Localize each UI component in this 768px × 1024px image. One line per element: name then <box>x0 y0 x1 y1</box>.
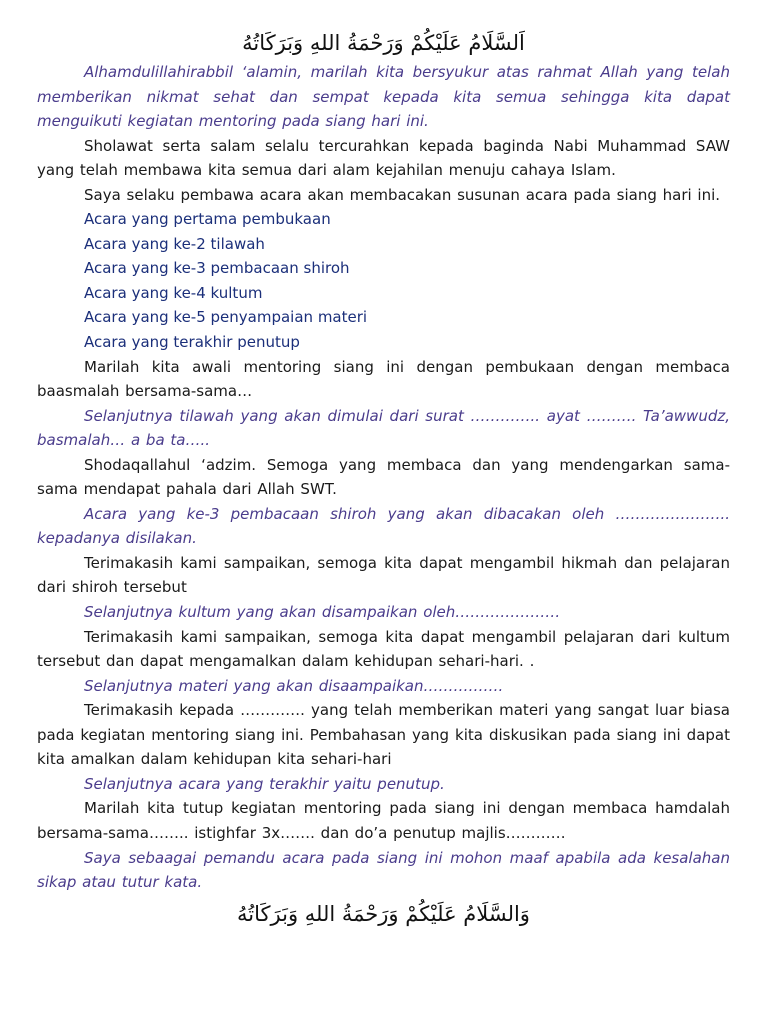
agenda-item: Acara yang ke-2 tilawah <box>84 234 265 253</box>
salam-opening: اَلسَّلَامُ عَلَيْكُمْ وَرَحْمَةُ اللهِ وَبَرَكَاتُهُ <box>242 31 525 55</box>
paragraph-terimakasih-shiroh: Terimakasih kami sampaikan, semoga kita dapat mengambil hikmah dan pelajaran dari shiroh tersebut <box>37 553 730 597</box>
agenda-list <box>37 207 730 354</box>
paragraph-pembukaan: Marilah kita awali mentoring siang ini dengan pembukaan dengan membaca baasmalah bersama-sama… <box>37 357 730 401</box>
agenda-item: Acara yang ke-4 kultum <box>84 283 263 302</box>
agenda-item: Acara yang pertama pembukaan <box>84 210 331 229</box>
paragraph-hamdalah: Alhamdulillahirabbil ‘alamin, marilah kita bersyukur atas rahmat Allah yang telah memberikan nikmat sehat dan sempat kepada kita semua sehingga kita dapat menguikuti kegiatan mentoring pada siang hari ini. <box>37 63 730 131</box>
paragraph-shodaqallah: Shodaqallahul ‘adzim. Semoga yang membaca dan yang mendengarkan sama-sama mendapat pahala dari Allah SWT. <box>37 455 730 499</box>
paragraph-shiroh: Acara yang ke-3 pembacaan shiroh yang akan dibacakan oleh ………………….. kepadanya disilakan. <box>37 504 730 548</box>
paragraph-agenda-intro: Saya selaku pembawa acara akan membacakan susunan acara pada siang hari ini. <box>84 185 721 204</box>
salam-closing: وَالسَّلَامُ عَلَيْكُمْ وَرَحْمَةُ اللهِ وَبَرَكَاتُهُ <box>237 901 530 926</box>
paragraph-penutup: Marilah kita tutup kegiatan mentoring pada siang ini dengan membaca hamdalah bersama-sama…….. istighfar 3x……. dan do’a penutup majlis………… <box>37 799 730 842</box>
paragraph-materi: Selanjutnya materi yang akan disaampaikan……………. <box>84 676 504 695</box>
paragraph-terimakasih-materi: Terimakasih kepada …………. yang telah memberikan materi yang sangat luar biasa pada kegiatan mentoring siang ini. Pembahasan yang kita diskusikan pada siang ini dapat kita amalkan dalam kehidupan kita sehari-hari <box>37 701 730 769</box>
paragraph-mohon-maaf: Saya sebaagai pemandu acara pada siang ini mohon maaf apabila ada kesalahan sikap atau tutur kata. <box>37 848 730 892</box>
agenda-item: Acara yang terakhir penutup <box>84 333 300 352</box>
paragraph-kultum: Selanjutnya kultum yang akan disampaikan oleh………………… <box>84 603 561 622</box>
paragraph-penutup-intro: Selanjutnya acara yang terakhir yaitu penutup. <box>84 774 445 793</box>
paragraph-tilawah: Selanjutnya tilawah yang akan dimulai dari surat ………….. ayat ………. Ta’awwudz, basmalah… a ba ta….. <box>37 406 730 450</box>
agenda-item: Acara yang ke-5 penyampaian materi <box>84 308 368 327</box>
agenda-item: Acara yang ke-3 pembacaan shiroh <box>84 259 350 278</box>
paragraph-sholawat: Sholawat serta salam selalu tercurahkan kepada baginda Nabi Muhammad SAW yang telah membawa kita semua dari alam kejahilan menuju cahaya Islam. <box>37 136 730 180</box>
paragraph-terimakasih-kultum: Terimakasih kami sampaikan, semoga kita dapat mengambil pelajaran dari kultum tersebut dan dapat mengamalkan dalam kehidupan sehari-hari. . <box>37 627 730 671</box>
